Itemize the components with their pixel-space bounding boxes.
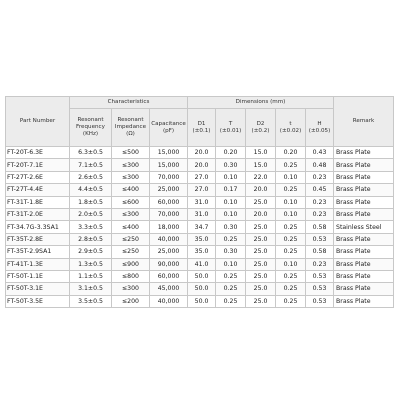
- t-cell: 0.10: [216, 208, 246, 220]
- table-body: [6, 147, 394, 308]
- d1-cell: 34.7: [188, 221, 216, 233]
- d1-cell: 27.0: [188, 171, 216, 183]
- impedance-cell: ≤400: [112, 221, 150, 233]
- h-cell: 0.53: [306, 295, 334, 307]
- t-small-cell: 0.25: [276, 221, 306, 233]
- remark-cell: Brass Plate: [334, 233, 394, 245]
- frequency-cell: 7.1±0.5: [70, 159, 112, 171]
- frequency-cell: 6.3±0.5: [70, 147, 112, 159]
- part-number-cell: FT-20T-6.3E: [6, 147, 70, 159]
- frequency-cell: 4.4±0.5: [70, 184, 112, 196]
- h-cell: 0.53: [306, 270, 334, 282]
- impedance-cell: ≤300: [112, 159, 150, 171]
- table-row: [6, 295, 394, 307]
- h-cell: 0.48: [306, 159, 334, 171]
- remark-cell: Brass Plate: [334, 258, 394, 270]
- d1-cell: 20.0: [188, 159, 216, 171]
- table-row: [6, 147, 394, 159]
- d2-cell: 22.0: [246, 171, 276, 183]
- part-number-cell: FT-27T-2.6E: [6, 171, 70, 183]
- part-number-cell: FT-50T-3.1E: [6, 283, 70, 295]
- capacitance-cell: 40,000: [150, 233, 188, 245]
- t-small-cell: 0.25: [276, 283, 306, 295]
- header-t-small: t (±0.02): [276, 109, 306, 147]
- d2-cell: 25.0: [246, 283, 276, 295]
- table-row: [6, 208, 394, 220]
- header-t: T (±0.01): [216, 109, 246, 147]
- d2-cell: 25.0: [246, 221, 276, 233]
- part-number-cell: FT-31T-2.0E: [6, 208, 70, 220]
- table-row: [6, 196, 394, 208]
- table-row: [6, 233, 394, 245]
- d1-cell: 35.0: [188, 233, 216, 245]
- impedance-cell: ≤250: [112, 233, 150, 245]
- header-dimensions: Dimensions (mm): [188, 97, 334, 109]
- header-remark: Remark: [334, 97, 394, 147]
- table-row: [6, 258, 394, 270]
- impedance-cell: ≤300: [112, 171, 150, 183]
- impedance-cell: ≤400: [112, 184, 150, 196]
- t-small-cell: 0.10: [276, 208, 306, 220]
- t-small-cell: 0.25: [276, 270, 306, 282]
- t-cell: 0.10: [216, 258, 246, 270]
- remark-cell: Brass Plate: [334, 171, 394, 183]
- d1-cell: 20.0: [188, 147, 216, 159]
- frequency-cell: 2.6±0.5: [70, 171, 112, 183]
- t-small-cell: 0.10: [276, 196, 306, 208]
- header-d1: D1 (±0.1): [188, 109, 216, 147]
- t-cell: 0.25: [216, 233, 246, 245]
- capacitance-cell: 70,000: [150, 208, 188, 220]
- t-cell: 0.30: [216, 246, 246, 258]
- remark-cell: Brass Plate: [334, 295, 394, 307]
- t-small-cell: 0.10: [276, 258, 306, 270]
- frequency-cell: 1.8±0.5: [70, 196, 112, 208]
- remark-cell: Stainless Steel: [334, 221, 394, 233]
- impedance-cell: ≤300: [112, 208, 150, 220]
- table-row: [6, 283, 394, 295]
- remark-cell: Brass Plate: [334, 196, 394, 208]
- h-cell: 0.53: [306, 283, 334, 295]
- remark-cell: Brass Plate: [334, 184, 394, 196]
- header-resonant-impedance: Resonant Impedance (Ω): [112, 109, 150, 147]
- impedance-cell: ≤800: [112, 270, 150, 282]
- d2-cell: 25.0: [246, 295, 276, 307]
- capacitance-cell: 15,000: [150, 159, 188, 171]
- frequency-cell: 3.3±0.5: [70, 221, 112, 233]
- d1-cell: 31.0: [188, 208, 216, 220]
- table-header: [6, 97, 394, 147]
- h-cell: 0.53: [306, 233, 334, 245]
- table-row: [6, 184, 394, 196]
- t-cell: 0.30: [216, 221, 246, 233]
- impedance-cell: ≤600: [112, 196, 150, 208]
- t-cell: 0.25: [216, 270, 246, 282]
- part-number-cell: FT-41T-1.3E: [6, 258, 70, 270]
- spec-table-container: [5, 96, 393, 308]
- remark-cell: Brass Plate: [334, 208, 394, 220]
- part-number-cell: FT-34.7G-3.3SA1: [6, 221, 70, 233]
- d2-cell: 20.0: [246, 184, 276, 196]
- d2-cell: 25.0: [246, 233, 276, 245]
- table-row: [6, 171, 394, 183]
- capacitance-cell: 40,000: [150, 295, 188, 307]
- d1-cell: 50.0: [188, 295, 216, 307]
- t-cell: 0.10: [216, 171, 246, 183]
- h-cell: 0.45: [306, 184, 334, 196]
- h-cell: 0.23: [306, 208, 334, 220]
- table-row: [6, 159, 394, 171]
- t-small-cell: 0.10: [276, 171, 306, 183]
- capacitance-cell: 60,000: [150, 196, 188, 208]
- d2-cell: 20.0: [246, 208, 276, 220]
- frequency-cell: 1.3±0.5: [70, 258, 112, 270]
- t-small-cell: 0.25: [276, 159, 306, 171]
- d1-cell: 50.0: [188, 283, 216, 295]
- table-row: [6, 270, 394, 282]
- capacitance-cell: 90,000: [150, 258, 188, 270]
- t-cell: 0.10: [216, 196, 246, 208]
- impedance-cell: ≤250: [112, 246, 150, 258]
- capacitance-cell: 70,000: [150, 171, 188, 183]
- capacitance-cell: 60,000: [150, 270, 188, 282]
- part-number-cell: FT-35T-2.9SA1: [6, 246, 70, 258]
- remark-cell: Brass Plate: [334, 283, 394, 295]
- frequency-cell: 1.1±0.5: [70, 270, 112, 282]
- d2-cell: 15.0: [246, 147, 276, 159]
- header-d2: D2 (±0.2): [246, 109, 276, 147]
- d1-cell: 31.0: [188, 196, 216, 208]
- remark-cell: Brass Plate: [334, 159, 394, 171]
- t-small-cell: 0.25: [276, 184, 306, 196]
- remark-cell: Brass Plate: [334, 246, 394, 258]
- part-number-cell: FT-50T-3.5E: [6, 295, 70, 307]
- t-small-cell: 0.20: [276, 147, 306, 159]
- capacitance-cell: 45,000: [150, 283, 188, 295]
- d2-cell: 25.0: [246, 258, 276, 270]
- frequency-cell: 2.0±0.5: [70, 208, 112, 220]
- impedance-cell: ≤500: [112, 147, 150, 159]
- h-cell: 0.58: [306, 221, 334, 233]
- impedance-cell: ≤300: [112, 283, 150, 295]
- header-part-number: Part Number: [6, 97, 70, 147]
- d2-cell: 25.0: [246, 196, 276, 208]
- h-cell: 0.23: [306, 258, 334, 270]
- part-number-cell: FT-50T-1.1E: [6, 270, 70, 282]
- frequency-cell: 3.1±0.5: [70, 283, 112, 295]
- h-cell: 0.43: [306, 147, 334, 159]
- d1-cell: 27.0: [188, 184, 216, 196]
- h-cell: 0.23: [306, 171, 334, 183]
- capacitance-cell: 15,000: [150, 147, 188, 159]
- capacitance-cell: 25,000: [150, 246, 188, 258]
- t-cell: 0.30: [216, 159, 246, 171]
- frequency-cell: 3.5±0.5: [70, 295, 112, 307]
- header-capacitance: Capacitance (pF): [150, 109, 188, 147]
- d1-cell: 41.0: [188, 258, 216, 270]
- t-small-cell: 0.25: [276, 246, 306, 258]
- impedance-cell: ≤200: [112, 295, 150, 307]
- t-small-cell: 0.25: [276, 295, 306, 307]
- h-cell: 0.58: [306, 246, 334, 258]
- part-number-cell: FT-31T-1.8E: [6, 196, 70, 208]
- table-row: [6, 221, 394, 233]
- d1-cell: 50.0: [188, 270, 216, 282]
- t-small-cell: 0.25: [276, 233, 306, 245]
- header-resonant-frequency: Resonant Frequency (KHz): [70, 109, 112, 147]
- d1-cell: 35.0: [188, 246, 216, 258]
- remark-cell: Brass Plate: [334, 270, 394, 282]
- h-cell: 0.23: [306, 196, 334, 208]
- part-number-cell: FT-35T-2.8E: [6, 233, 70, 245]
- frequency-cell: 2.8±0.5: [70, 233, 112, 245]
- impedance-cell: ≤900: [112, 258, 150, 270]
- capacitance-cell: 25,000: [150, 184, 188, 196]
- remark-cell: Brass Plate: [334, 147, 394, 159]
- d2-cell: 25.0: [246, 270, 276, 282]
- spec-table: [5, 96, 394, 308]
- table-row: [6, 246, 394, 258]
- t-cell: 0.25: [216, 295, 246, 307]
- t-cell: 0.17: [216, 184, 246, 196]
- part-number-cell: FT-20T-7.1E: [6, 159, 70, 171]
- t-cell: 0.20: [216, 147, 246, 159]
- part-number-cell: FT-27T-4.4E: [6, 184, 70, 196]
- capacitance-cell: 18,000: [150, 221, 188, 233]
- d2-cell: 25.0: [246, 246, 276, 258]
- t-cell: 0.25: [216, 283, 246, 295]
- frequency-cell: 2.9±0.5: [70, 246, 112, 258]
- header-characteristics: Characteristics: [70, 97, 188, 109]
- d2-cell: 15.0: [246, 159, 276, 171]
- header-h: H (±0.05): [306, 109, 334, 147]
